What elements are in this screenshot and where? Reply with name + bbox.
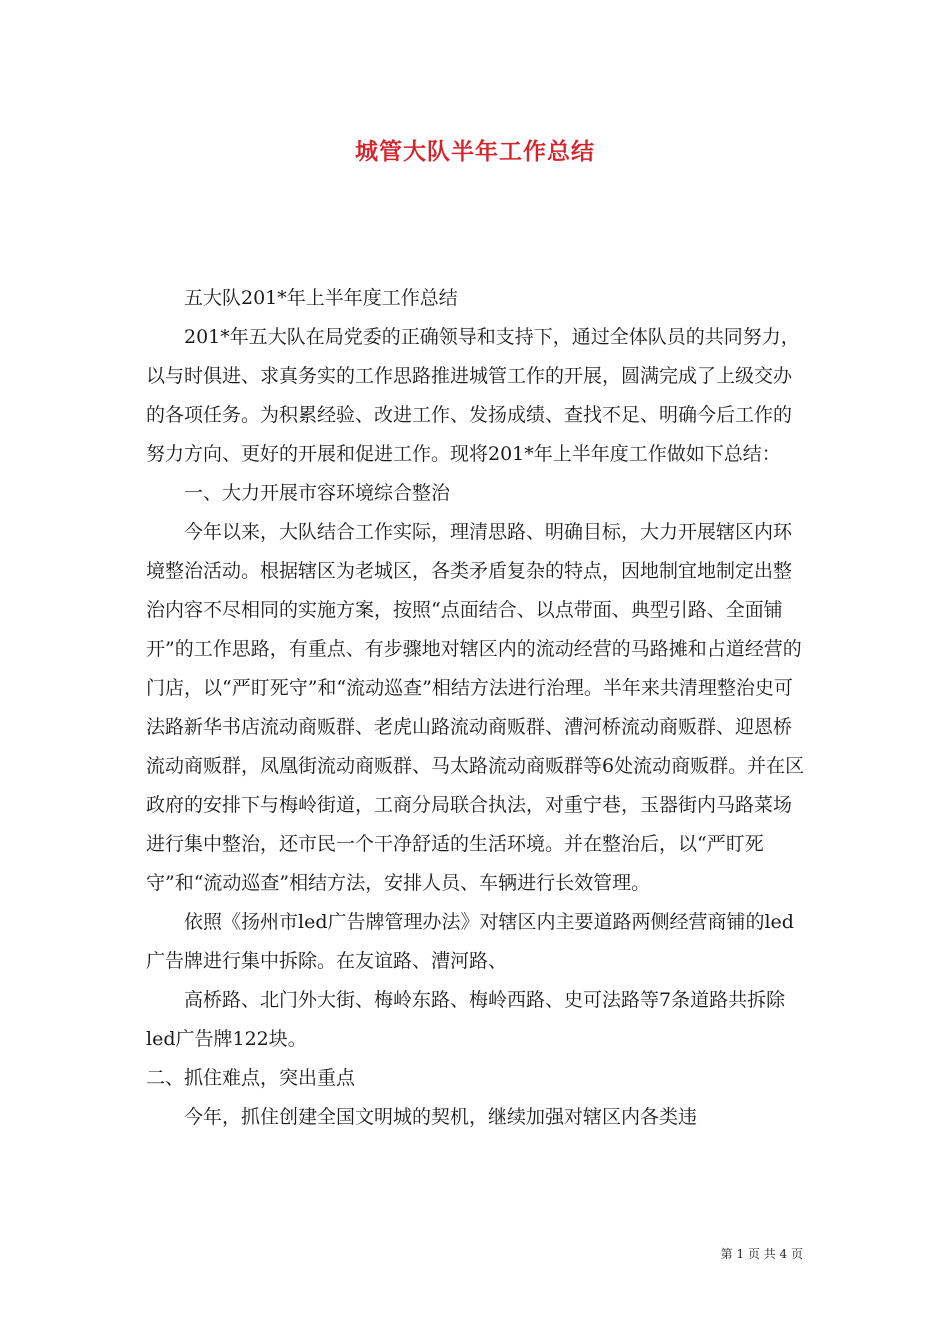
section-heading: 二、抓住难点，突出重点 <box>146 1067 356 1089</box>
body-paragraph: 今年，抓住创建全国文明城的契机，继续加强对辖区内各类违 <box>184 1106 698 1128</box>
body-paragraph: 依照《扬州市led广告牌管理办法》对辖区内主要道路两侧经营商铺的led广告牌进行集中拆除。在友谊路、漕河路、 <box>146 911 794 972</box>
document-body <box>146 279 806 1137</box>
page-number: 第 1 页 共 4 页 <box>720 1247 803 1261</box>
body-paragraph: 201*年五大队在局党委的正确领导和支持下，通过全体队员的共同努力，以与时俱进、求真务实的工作思路推进城管工作的开展，圆满完成了上级交办的各项任务。为积累经验、改进工作、发扬成绩、查找不足、明确今后工作的努力方向、更好的开展和促进工作。现将201*年上半年度工作做如下总结： <box>146 326 800 465</box>
body-paragraph-subtitle: 五大队201*年上半年度工作总结 <box>184 287 458 309</box>
document-title: 城管大队半年工作总结 <box>355 139 595 165</box>
body-paragraph: 今年以来，大队结合工作实际，理清思路、明确目标，大力开展辖区内环境整治活动。根据辖区为老城区，各类矛盾复杂的特点，因地制宜地制定出整治内容不尽相同的实施方案，按照“点面结合、以点带面、典型引路、全面铺开”的工作思路，有重点、有步骤地对辖区内的流动经营的马路摊和占道经营的门店，以“严盯死守”和“流动巡查”相结方法进行治理。半年来共清理整治史可法路新华书店流动商贩群、老虎山路流动商贩群、漕河桥流动商贩群、迎恩桥流动商贩群，凤凰街流动商贩群、马太路流动商贩群等6处流动商贩群。并在区政府的安排下与梅岭街道，工商分局联合执法，对重宁巷，玉器街内马路菜场进行集中整治，还市民一个干净舒适的生活环境。并在整治后，以“严盯死守”和“流动巡查”相结方法，安排人员、车辆进行长效管理。 <box>146 521 805 894</box>
section-heading: 一、大力开展市容环境综合整治 <box>184 482 451 504</box>
body-paragraph: 高桥路、北门外大街、梅岭东路、梅岭西路、史可法路等7条道路共拆除led广告牌122块。 <box>146 989 786 1050</box>
